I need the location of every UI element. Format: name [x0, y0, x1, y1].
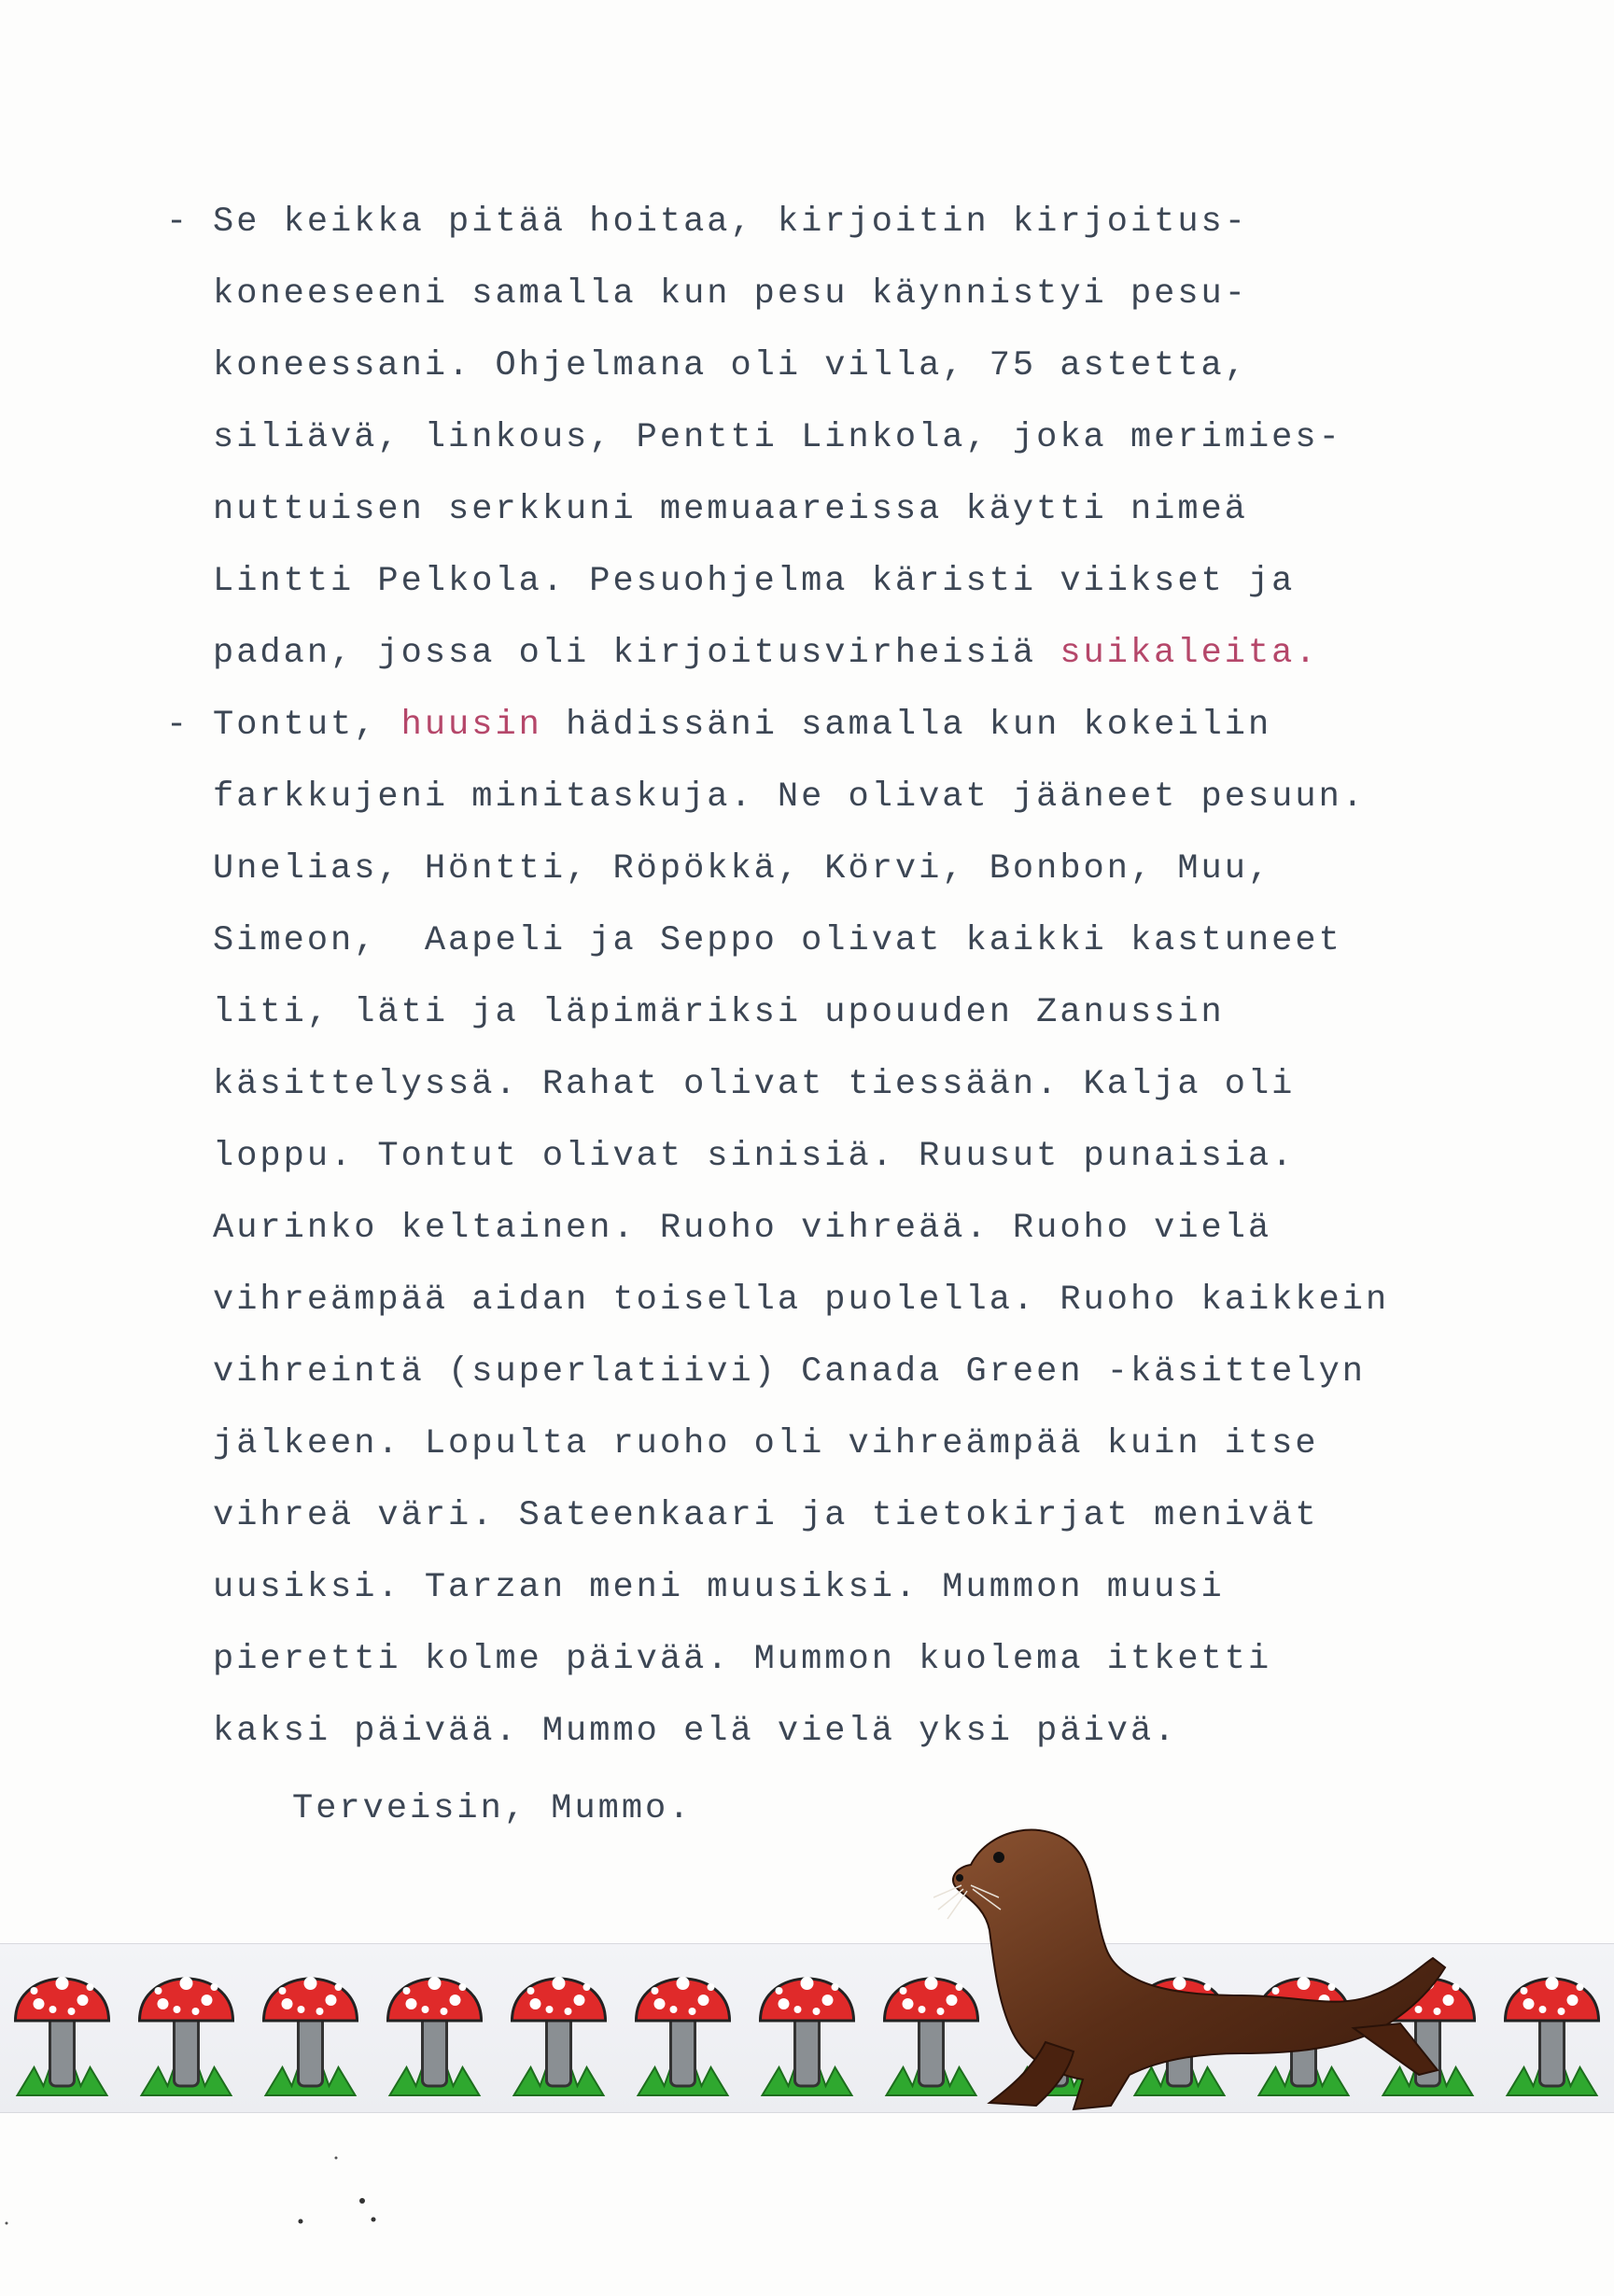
letter-line	[213, 1696, 1520, 1768]
letter-line	[213, 1193, 1520, 1265]
letter-line	[213, 1408, 1520, 1480]
letter-line-text: käsittelyssä. Rahat olivat tiessään. Kalja oli	[213, 1065, 1296, 1104]
letter-line-text: kaksi päivää. Mummo elä vielä yksi päivä.	[213, 1712, 1178, 1751]
letter-line	[213, 905, 1520, 977]
letter-line-text: pieretti kolme päivää. Mummon kuolema itketti	[213, 1640, 1272, 1679]
letter-line-text: padan, jossa oli kirjoitusvirheisiä	[213, 634, 1060, 673]
line-dash: -	[166, 706, 190, 745]
letter-line	[213, 1049, 1520, 1121]
letter-line-text: vihreämpää aidan toisella puolella. Ruoho kaikkein	[213, 1281, 1390, 1320]
dust-specks	[0, 2119, 467, 2296]
letter-line-text: Se keikka pitää hoitaa, kirjoitin kirjoitus-	[213, 203, 1248, 242]
letter-line-text: loppu. Tontut olivat sinisiä. Ruusut punaisia.	[213, 1137, 1296, 1176]
mushroom-icon	[140, 1977, 233, 2095]
red-ink-text: suikaleita.	[1060, 634, 1319, 673]
letter-line-text: farkkujeni minitaskuja. Ne olivat jääneet pesuun.	[213, 777, 1366, 817]
line-dash: -	[166, 203, 190, 242]
letter-line	[213, 546, 1520, 618]
typewritten-letter	[166, 187, 1520, 1845]
letter-line	[213, 977, 1520, 1049]
letter-line	[213, 330, 1520, 402]
mushroom-icon	[264, 1977, 358, 2095]
mushroom-icon	[761, 1977, 854, 2095]
red-ink-text: huusin	[400, 706, 542, 745]
seal-icon	[933, 1809, 1456, 2117]
letter-line	[213, 1337, 1520, 1408]
letter-line-text: vihreintä (superlatiivi) Canada Green -käsittelyn	[213, 1352, 1366, 1392]
letter-line	[213, 474, 1520, 546]
letter-line-text: Tontut,	[213, 706, 401, 745]
letter-line-text: liti, läti ja läpimäriksi upouuden Zanussin	[213, 993, 1225, 1032]
mushroom-icon	[637, 1977, 730, 2095]
letter-line	[213, 1265, 1520, 1337]
letter-line	[213, 1121, 1520, 1193]
letter-line-text: koneessani. Ohjelmana oli villa, 75 astetta,	[213, 346, 1248, 385]
letter-line	[213, 762, 1520, 833]
mushroom-icon	[16, 1977, 109, 2095]
letter-line	[166, 690, 1520, 762]
letter-line-text: Unelias, Höntti, Röpökkä, Körvi, Bonbon, Muu,	[213, 849, 1272, 889]
letter-line	[213, 833, 1520, 905]
mushroom-icon	[388, 1977, 482, 2095]
letter-line	[213, 1552, 1520, 1624]
letter-line-text: jälkeen. Lopulta ruoho oli vihreämpää kuin itse	[213, 1424, 1319, 1463]
letter-line-text: uusiksi. Tarzan meni muusiksi. Mummon muusi	[213, 1568, 1225, 1607]
letter-line-text: siliävä, linkous, Pentti Linkola, joka merimies-	[213, 418, 1342, 457]
letter-line-text: nuttuisen serkkuni memuaareissa käytti nimeä	[213, 490, 1248, 529]
letter-line	[213, 1480, 1520, 1552]
letter-line	[213, 259, 1520, 330]
letter-line	[213, 1624, 1520, 1696]
mushroom-icon	[512, 1977, 606, 2095]
signature-text: Terveisin, Mummo.	[292, 1789, 693, 1828]
letter-line-text: Lintti Pelkola. Pesuohjelma käristi viikset ja	[213, 562, 1296, 601]
letter-line-text: hädissäni samalla kun kokeilin	[541, 706, 1272, 745]
letter-line-text: Simeon, Aapeli ja Seppo olivat kaikki kastuneet	[213, 921, 1342, 960]
letter-line-text: Aurinko keltainen. Ruoho vihreää. Ruoho vielä	[213, 1209, 1272, 1248]
letter-line-text: vihreä väri. Sateenkaari ja tietokirjat menivät	[213, 1496, 1319, 1535]
letter-line	[213, 618, 1520, 690]
mushroom-icon	[1506, 1977, 1599, 2095]
letter-line	[166, 187, 1520, 259]
letter-line	[213, 402, 1520, 474]
letter-line-text: koneeseeni samalla kun pesu käynnistyi pesu-	[213, 274, 1248, 314]
